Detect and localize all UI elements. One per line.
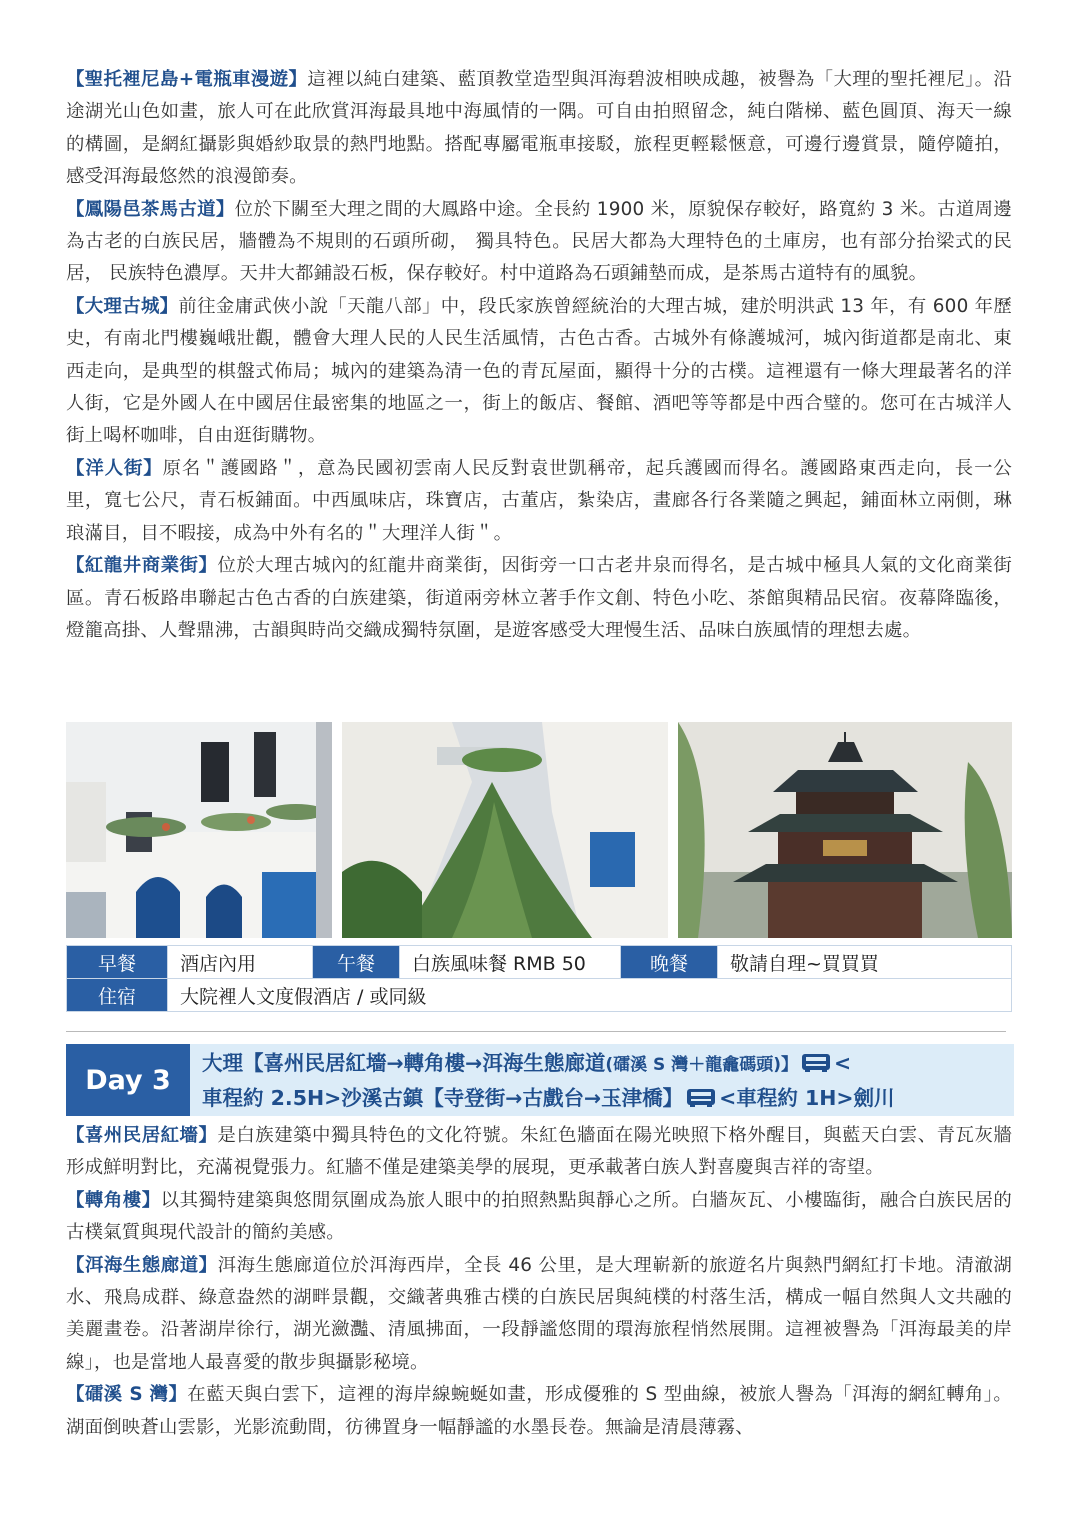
paragraph-body: 前往金庸武俠小說「天龍八部」中，段氏家族曾經統治的大理古城，建於明洪武 13 年，有 600 年歷史，有南北門樓巍峨壯觀，體會大理人民的人民生活風情，古色古香。古城外有條護城河，城內街道都是南北、東西走向，是典型的棋盤式佈局；城內的建築為清一色的青瓦屋面，顯得十分的古樸。這裡還有一條大理最著名的洋人街，它是外國人在中國居住最密集的地區之一，街上的飯店、餐館、酒吧等等都是中西合璧的。您可在古城洋人街上喝杯咖啡，自由逛街購物。 — [66, 295, 1012, 447]
bus-icon — [686, 1088, 716, 1108]
paragraph — [66, 194, 1012, 291]
paragraph-heading: 【洋人街】 — [66, 457, 163, 479]
lunch-value: 白族風味餐 RMB 50 — [400, 946, 621, 979]
paragraph-body: 在藍天與白雲下，這裡的海岸線蜿蜒如畫，形成優雅的 S 型曲線，被旅人譽為「洱海的網紅轉角」。湖面倒映蒼山雲影，光影流動間，彷彿置身一幅靜謐的水墨長卷。無論是清晨薄霧、 — [66, 1384, 1012, 1438]
hotel-value: 大院裡人文度假酒店 / 或同級 — [168, 979, 1012, 1012]
paragraph — [66, 1250, 1012, 1380]
route-text: <車程約 1H>劍川 — [719, 1086, 895, 1110]
paragraph-body: 這裡以純白建築、藍頂教堂造型與洱海碧波相映成趣，被譽為「大理的聖托裡尼」。沿途湖光山色如畫，旅人可在此欣賞洱海最具地中海風情的一隅。可自由拍照留念，純白階梯、藍色圓頂、海天一線的構圖，是網紅攝影與婚紗取景的熱門地點。搭配專屬電瓶車接駁，旅程更輕鬆愜意，可邊行邊賞景，隨停隨拍，感受洱海最悠然的浪漫節奏。 — [66, 69, 1012, 188]
paragraph-heading: 【鳳陽邑茶馬古道】 — [66, 198, 235, 220]
divider — [66, 1031, 1006, 1032]
day-route-title — [190, 1044, 1014, 1116]
photo-strip — [66, 722, 1012, 938]
paragraph-body: 位於大理古城內的紅龍井商業街，因街旁一口古老井泉而得名，是古城中極具人氣的文化商業街區。青石板路串聯起古色古香的白族建築，街道兩旁林立著手作文創、特色小吃、茶館與精品民宿。夜幕降臨後，燈籠高掛、人聲鼎沸，古韻與時尚交織成獨特氛圍，是遊客感受大理慢生活、品味白族風情的理想去處。 — [66, 555, 1012, 641]
table-row — [67, 946, 1012, 979]
paragraph — [66, 550, 1012, 647]
paragraph-heading: 【聖托裡尼島+電瓶車漫遊】 — [66, 69, 308, 90]
paragraph-heading: 【大理古城】 — [66, 295, 179, 317]
photo-ancient-tower — [678, 722, 1012, 938]
paragraph — [66, 64, 1012, 194]
breakfast-label: 早餐 — [67, 946, 168, 979]
photo-garden-stairs — [342, 722, 668, 938]
route-text: 大理【喜州民居紅墻→轉角樓→洱海生態廊道 — [202, 1051, 606, 1075]
route-line-1 — [202, 1047, 1014, 1082]
paragraph — [66, 1379, 1012, 1444]
lunch-label: 午餐 — [313, 946, 400, 979]
paragraph-body: 位於下關至大理之間的大鳳路中途。全長約 1900 米，原貌保存較好，路寬約 3 米。古道周邊為古老的白族民居，牆體為不規則的石頭所砌， 獨具特色。民居大都為大理特色的土庫房，也有部分抬梁式的民居， 民族特色濃厚。天井大都鋪設石板，保存較好。村中道路為石頭鋪墊而成，是茶馬古道特有的風貌。 — [66, 198, 1012, 285]
day-label: Day 3 — [66, 1044, 190, 1116]
hotel-label: 住宿 — [67, 979, 168, 1012]
breakfast-value: 酒店內用 — [168, 946, 313, 979]
paragraph — [66, 453, 1012, 550]
route-line-2 — [202, 1082, 1014, 1115]
paragraph-heading: 【喜州民居紅墻】 — [66, 1125, 218, 1146]
table-row — [67, 979, 1012, 1012]
day-header — [66, 1044, 1014, 1116]
paragraph-heading: 【礌溪 S 灣】 — [66, 1384, 188, 1406]
paragraph-body: 洱海生態廊道位於洱海西岸，全長 46 公里，是大理嶄新的旅遊名片與熱門網紅打卡地。清澈湖水、飛鳥成群、綠意盎然的湖畔景觀，交織著典雅古樸的白族民居與純樸的村落生活，構成一幅自然與人文共融的美麗畫卷。沿著湖岸徐行，湖光瀲灩、清風拂面，一段靜謐悠閒的環海旅程悄然展開。這裡被譽為「洱海最美的岸線」，也是當地人最喜愛的散步與攝影秘境。 — [66, 1254, 1012, 1373]
paragraph-body: 以其獨特建築與悠閒氛圍成為旅人眼中的拍照熱點與靜心之所。白牆灰瓦、小樓臨街，融合白族民居的古樸氣質與現代設計的簡約美感。 — [66, 1189, 1012, 1244]
paragraph-body: 原名＂護國路＂，意為民國初雲南人民反對袁世凱稱帝，起兵護國而得名。護國路東西走向，長一公里，寬七公尺，青石板鋪面。中西風味店，珠寶店，古董店，紮染店，畫廊各行各業隨之興起，鋪面林立兩側，琳琅滿目，目不暇接，成為中外有名的＂大理洋人街＂。 — [66, 457, 1012, 544]
section1-text — [66, 64, 1012, 647]
bus-icon — [801, 1053, 831, 1073]
section2-text — [66, 1120, 1012, 1444]
dinner-value: 敬請自理~買買買 — [718, 946, 1012, 979]
route-text: < — [833, 1051, 852, 1075]
paragraph — [66, 1120, 1012, 1185]
paragraph — [66, 1185, 1012, 1250]
paragraph-heading: 【紅龍井商業街】 — [66, 555, 218, 577]
route-text: 車程約 2.5H>沙溪古鎮【寺登街→古戲台→玉津橋】 — [202, 1086, 684, 1110]
route-text: (礌溪 S 灣＋龍龕碼頭)】 — [605, 1055, 798, 1075]
paragraph-heading: 【洱海生態廊道】 — [66, 1254, 218, 1276]
dinner-label: 晚餐 — [621, 946, 718, 979]
paragraph-heading: 【轉角樓】 — [66, 1189, 161, 1211]
photo-white-buildings — [66, 722, 332, 938]
meals-table — [66, 945, 1012, 1012]
paragraph — [66, 291, 1012, 453]
paragraph-body: 是白族建築中獨具特色的文化符號。朱紅色牆面在陽光映照下格外醒目，與藍天白雲、青瓦灰牆形成鮮明對比，充滿視覺張力。紅牆不僅是建築美學的展現，更承載著白族人對喜慶與吉祥的寄望。 — [66, 1125, 1012, 1179]
